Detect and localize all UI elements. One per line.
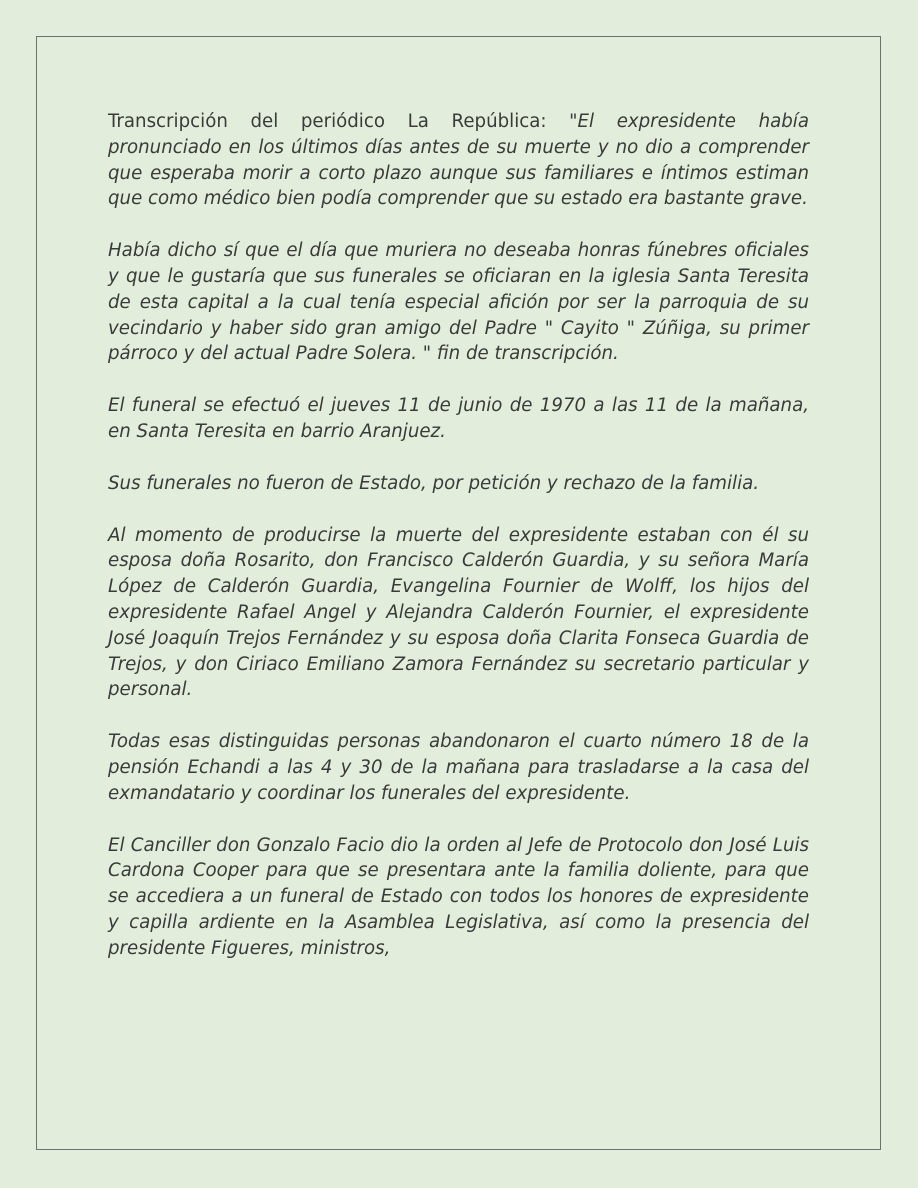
paragraph-2: Había dicho sí que el día que muriera no deseaba honras fúnebres oficiales y que le gustaría que sus funerales se oficiaran en la iglesia Santa Teresita de esta capital a la cual tenía especial afición por ser la parroquia de su vecindario y haber sido gran amigo del Padre " Cayito " Zúñiga, su primer párroco y del actual Padre Solera. " fin de transcripción. [108,240,809,365]
paragraph-6: Todas esas distinguidas personas abandonaron el cuarto número 18 de la pensión Echandi a las 4 y 30 de la mañana para trasladarse a la casa del exmandatario y coordinar los funerales del expresidente. [108,731,809,804]
paragraph-7: El Canciller don Gonzalo Facio dio la orden al Jefe de Protocolo don José Luis Cardona Cooper para que se presentara ante la familia doliente, para que se accediera a un funeral de Estado con todos los honores de expresidente y capilla ardiente en la Asamblea Legislativa, así como la presencia del presidente Figueres, ministros, [108,834,809,959]
paragraph-1-quote: "El expresidente había pronunciado en los últimos días antes de su muerte y no dio a comprender que esperaba morir a corto plazo aunque sus familiares e íntimos estiman que como médico bien podía comprender que su estado era bastante grave. [108,111,810,210]
paragraph-5: Al momento de producirse la muerte del expresidente estaban con él su esposa doña Rosarito, don Francisco Calderón Guardia, y su señora María López de Calderón Guardia, Evangelina Fournier de Wolff, los hijos del expresidente Rafael Angel y Alejandra Calderón Fournier, el expresidente José Joaquín Trejos Fernández y su esposa doña Clarita Fonseca Guardia de Trejos, y don Ciriaco Emiliano Zamora Fernández su secretario particular y personal. [108,524,809,701]
paragraph-3: El funeral se efectuó el jueves 11 de junio de 1970 a las 11 de la mañana, en Santa Teresita en barrio Aranjuez. [108,395,809,442]
paragraph-1-intro: Transcripción del periódico La República: [108,111,570,132]
paragraph-4: Sus funerales no fueron de Estado, por petición y rechazo de la familia. [108,472,760,494]
document-body [108,109,809,988]
paragraph-1 [108,109,809,212]
